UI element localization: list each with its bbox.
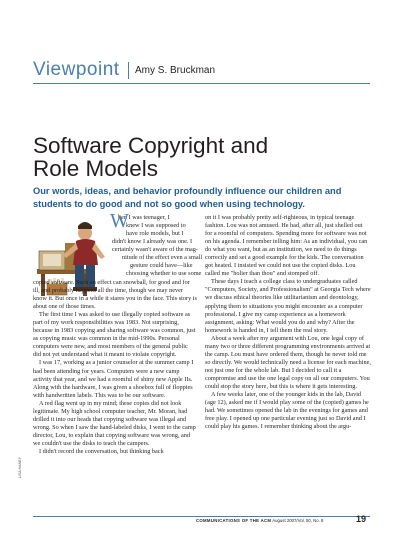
text-line: certainly wasn't aware of the mag-	[112, 246, 198, 254]
text-line: didn't know I already was one. I	[112, 238, 193, 246]
article-title	[33, 134, 268, 180]
text-line: choosing whether to use some	[126, 270, 202, 278]
issue-info: August 2007/Vol. 50, No. 8	[272, 518, 324, 523]
article-title-line-1: Software Copyright and	[33, 133, 269, 158]
text-line: nitude of the effect even a small	[122, 254, 203, 262]
text-line: hen I was teenager, I	[118, 214, 170, 221]
paragraph: About a week after my argument with Lou, one legal copy of many two or three different programming environments arrived at the camp. Lou must have ordered them, though he never told me so directly. We would technically need a license for each machine, not just one for the whole lab. But I decided to call it a compromise and use the one legal copy on all our computers. You could stop the story here, but this is where it gets interesting.	[205, 334, 371, 390]
text-line: gesture could have—like	[130, 262, 193, 270]
article-subtitle: Our words, ideas, and behavior profoundly influence our children and students to do good and not so good when using technology.	[33, 186, 342, 209]
page-number: 19	[356, 514, 367, 524]
paragraph: I was 17, working as a junior counselor at the summer camp I had been attending for years. Computers were a new camp activity that year, and we had a roomful of shiny new Apple IIs. Along with the hardware, I was given a shoebox full of floppies with handwritten labels. This was to be our software.	[33, 359, 194, 399]
kicker-divider	[128, 62, 129, 79]
paragraph: A few weeks later, one of the younger kids in the lab, David (age 12), asked me if I would play some of the (copied) games he had. We sometimes opened the lab in the evenings for games and free play. I opened up one particular evening just so David and I could play his games. I remember thinking about the argu-	[205, 391, 369, 431]
text-line: knew I was supposed to	[126, 222, 186, 230]
text-line: have role models, but I	[126, 230, 184, 238]
paragraph: A red flag went up in my mind; these copies did not look legitimate. My high school computer teacher, Mr. Moran, had drilled it into our heads that copying software was illegal and wrong. So when I saw the hand-labeled disks, I went to the camp director, Lou, to explain that copying software was wrong, and we couldn't use the disks to teach the campers.	[33, 399, 196, 447]
header-rule	[33, 83, 370, 84]
drop-cap: W	[110, 210, 129, 232]
article-title-line-2: Role Models	[33, 156, 159, 181]
paragraph: The first time I was asked to use illegally copied software as part of my work responsibilities was 1983. Not surprising, because in 1983 copying and sharing software was common, just as copying music was common in the mid-1990s. Personal computers were new, and most members of the general public did not yet understand what it meant to violate copyright.	[33, 311, 196, 359]
paragraph: copied software. Such an effect can snowball, for good and for ill, and probably happens all the time, though we may never know it. But once in a while it stares you in the face. This story is about one of those times.	[33, 279, 197, 311]
footer-rule	[33, 516, 370, 517]
magazine-name: COMMUNICATIONS OF THE ACM	[196, 518, 272, 523]
paragraph: I didn't record the conversation, but thinking back	[39, 447, 164, 455]
left-column	[33, 279, 197, 456]
paragraph: These days I teach a college class to undergraduates called "Computers, Society, and Professionalism" at Georgia Tech where we discuss ethical theories like utilitarianism and deontology, applying them to situations you might encounter as a computer professional. I give my camp experience as a homework assignment, asking: What would you do and why? After the homework is handed in, I tell them the real story.	[205, 278, 371, 334]
illustration-credit: LISA HANEY	[18, 457, 22, 478]
footer-info	[196, 518, 323, 523]
section-kicker: Viewpoint	[33, 59, 120, 80]
right-column	[205, 214, 371, 431]
paragraph: on it I was probably pretty self-righteous, in typical teenage fashion. Lou was not amused. He had, after all, just shelled out for a roomful of computers. Spending more for software was not on his agenda. I remember telling him: As an individual, you can do what you want, but as an institution, we need to do things correctly and set a good example for the kids. The conversation got heated. I insisted we could not use the copied disks. Lou called me "holier than thou" and stomped off.	[205, 214, 368, 278]
author-name: Amy S. Bruckman	[135, 65, 216, 76]
